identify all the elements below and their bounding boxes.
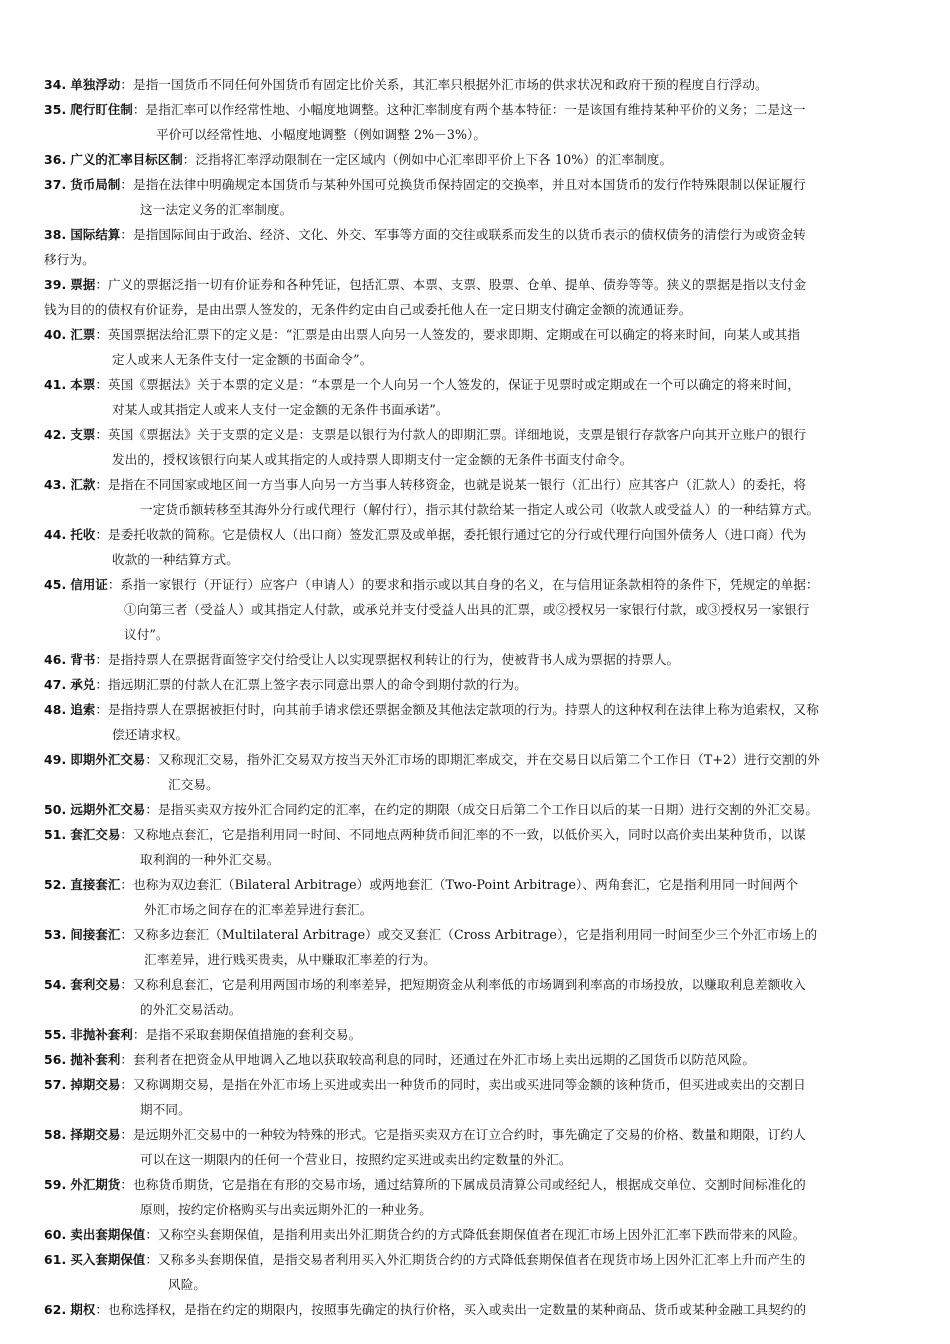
glossary-entry [44,972,916,1022]
glossary-entry [44,572,916,647]
entry-term: 即期外汇交易 [70,752,146,767]
entry-definition-continued: 移行为。 [44,252,95,267]
entry-definition-continued: 议付”。 [124,627,169,642]
entry-number: 57. [44,1077,67,1092]
entry-line [44,447,916,472]
entry-definition-continued: 汇率差异，进行贱买贵卖，从中赚取汇率差的行为。 [144,952,436,967]
entry-definition-continued: ①向第三者（受益人）或其指定人付款，或承兑并支付受益人出具的汇票，或②授权另一家银行付款，或③授权另一家银行 [124,602,810,617]
entry-line [44,1272,916,1297]
entry-line [44,422,916,447]
entry-number: 43. [44,477,67,492]
entry-definition: ：泛指将汇率浮动限制在一定区域内（例如中心汇率即平价上下各 10%）的汇率制度。 [182,152,673,167]
entry-line [44,247,916,272]
entry-definition: ：系指一家银行（开证行）应客户（申请人）的要求和指示或以其自身的名义，在与信用证条款相符的条件下，凭规定的单据： [107,577,819,592]
entry-line [44,847,916,872]
glossary-entry [44,1047,916,1072]
entry-definition: ：又称调期交易，是指在外汇市场上买进或卖出一种货币的同时，卖出或买进同等金额的该种货币，但买进或卖出的交割日 [120,1077,806,1092]
entry-number: 44. [44,527,67,542]
glossary-entry [44,97,916,147]
entry-definition: ：指远期汇票的付款人在汇票上签字表示同意出票人的命令到期付款的行为。 [95,677,527,692]
entry-number: 60. [44,1227,67,1242]
entry-definition: ：又称地点套汇，它是指利用同一时间、不同地点两种货币间汇率的不一致，以低价买入，同时以高价卖出某种货币，以谋 [120,827,806,842]
entry-term: 承兑 [70,677,96,692]
entry-definition-continued: 原则，按约定价格购买与出卖远期外汇的一种业务。 [140,1202,432,1217]
glossary-entry [44,1247,916,1297]
entry-line [44,622,916,647]
entry-definition: ：是指国际间由于政治、经济、文化、外交、军事等方面的交往或联系而发生的以货币表示的债权债务的清偿行为或资金转 [120,227,806,242]
entry-definition-continued: 这一法定义务的汇率制度。 [140,202,293,217]
glossary-entry [44,1122,916,1172]
entry-line [44,747,916,772]
entry-definition: ：是指在法律中明确规定本国货币与某种外国可兑换货币保持固定的交换率，并且对本国货币的发行作特殊限制以保证履行 [120,177,806,192]
entry-term: 掉期交易 [70,1077,121,1092]
entry-line [44,372,916,397]
entry-number: 47. [44,677,67,692]
glossary-entry [44,647,916,672]
entry-definition-continued: 汇交易。 [168,777,219,792]
glossary-entry [44,1222,916,1247]
entry-definition: ：英国票据法给汇票下的定义是：“汇票是由出票人向另一人签发的，要求即期、定期或在可以确定的将来时间，向某人或其指 [95,327,801,342]
entry-definition-continued: 可以在这一期限内的任何一个营业日，按照约定买进或卖出约定数量的外汇。 [140,1152,572,1167]
entry-term: 票据 [70,277,96,292]
entry-number: 50. [44,802,67,817]
entry-line [44,972,916,997]
glossary-entry [44,422,916,472]
entry-line [44,872,916,897]
entry-line [44,1097,916,1122]
entry-line [44,1172,916,1197]
entry-number: 37. [44,177,67,192]
glossary-entry [44,372,916,422]
entry-number: 49. [44,752,67,767]
entry-number: 40. [44,327,67,342]
entry-definition-continued: 发出的，授权该银行向某人或其指定的人或持票人即期支付一定金额的无条件书面支付命令。 [112,452,633,467]
entry-term: 支票 [70,427,96,442]
entry-line [44,197,916,222]
entry-term: 非抛补套利 [70,1027,133,1042]
entry-definition: ：是指持票人在票据背面签字交付给受让人以实现票据权利转让的行为，使被背书人成为票据的持票人。 [95,652,680,667]
entry-definition-continued: 平价可以经常性地、小幅度地调整（例如调整 2%－3%）。 [156,127,487,142]
entry-number: 55. [44,1027,67,1042]
entry-term: 间接套汇 [70,927,121,942]
glossary-entry [44,322,916,372]
entry-term: 本票 [70,377,96,392]
entry-number: 42. [44,427,67,442]
entry-line [44,697,916,722]
entry-term: 套汇交易 [70,827,121,842]
entry-line [44,797,916,822]
entry-number: 35. [44,102,67,117]
entry-term: 卖出套期保值 [70,1227,146,1242]
entry-definition: ：英国《票据法》关于本票的定义是：“本票是一个人向另一个人签发的，保证于见票时或定期或在一个可以确定的将来时间， [95,377,801,392]
entry-term: 国际结算 [70,227,121,242]
entry-definition-continued: 取利润的一种外汇交易。 [140,852,280,867]
entry-line [44,497,916,522]
glossary-entry [44,222,916,272]
entry-term: 广义的汇率目标区制 [70,152,183,167]
entry-definition-continued: 期不同。 [140,1102,191,1117]
entry-line [44,772,916,797]
entry-number: 56. [44,1052,67,1067]
entry-line [44,1072,916,1097]
entry-definition: ：也称选择权，是指在约定的期限内，按照事先确定的执行价格，买入或卖出一定数量的某种商品、货币或某种金融工具契约的 [95,1302,807,1317]
glossary-entry [44,797,916,822]
entry-number: 39. [44,277,67,292]
entry-line [44,322,916,347]
entry-definition: ：是远期外汇交易中的一种较为特殊的形式。它是指买卖双方在订立合约时，事先确定了交易的价格、数量和期限，订约人 [120,1127,806,1142]
entry-line [44,72,916,97]
entry-line [44,897,916,922]
glossary-entry [44,672,916,697]
entry-line [44,172,916,197]
entry-definition-continued: 钱为目的的债权有价证券，是由出票人签发的，无条件约定由自己或委托他人在一定日期支付确定金额的流通证券。 [44,302,692,317]
entry-line [44,272,916,297]
glossary-entry [44,172,916,222]
entry-definition-continued: 一定货币额转移至其海外分行或代理行（解付行），指示其付款给某一指定人或公司（收款人或受益人）的一种结算方式。 [140,502,820,517]
entry-line [44,522,916,547]
entry-number: 41. [44,377,67,392]
entry-term: 直接套汇 [70,877,121,892]
glossary-entry [44,147,916,172]
entry-term: 托收 [70,527,96,542]
entry-number: 53. [44,927,67,942]
entry-line [44,947,916,972]
entry-line [44,122,916,147]
entry-line [44,1197,916,1222]
entry-line [44,722,916,747]
entry-definition: ：英国《票据法》关于支票的定义是：支票是以银行为付款人的即期汇票。详细地说，支票是银行存款客户向其开立账户的银行 [95,427,807,442]
entry-line [44,397,916,422]
entry-line [44,997,916,1022]
entry-number: 52. [44,877,67,892]
entry-line [44,547,916,572]
entry-definition: ：是指一国货币不同任何外国货币有固定比价关系，其汇率只根据外汇市场的供求状况和政府干预的程度自行浮动。 [120,77,768,92]
entry-line [44,647,916,672]
glossary-entry [44,872,916,922]
entry-definition: ：套利者在把资金从甲地调入乙地以获取较高利息的同时，还通过在外汇市场上卖出远期的乙国货币以防范风险。 [120,1052,756,1067]
entry-term: 单独浮动 [70,77,121,92]
entry-line [44,97,916,122]
entry-definition: ：是委托收款的简称。它是债权人（出口商）签发汇票及或单据，委托银行通过它的分行或代理行向国外债务人（进口商）代为 [95,527,807,542]
entry-definition: ：也称为双边套汇（Bilateral Arbitrage）或两地套汇（Two-Point Arbitrage）、两角套汇，它是指利用同一时间两个 [120,877,799,892]
entry-term: 期权 [70,1302,96,1317]
entry-line [44,1147,916,1172]
entry-number: 51. [44,827,67,842]
entry-line [44,672,916,697]
entry-definition: ：又称空头套期保值，是指利用卖出外汇期货合约的方式降低套期保值者在现汇市场上因外汇汇率下跌而带来的风险。 [145,1227,806,1242]
glossary-entry [44,472,916,522]
entry-line [44,222,916,247]
entry-term: 爬行盯住制 [70,102,133,117]
entry-term: 追索 [70,702,96,717]
entry-term: 货币局制 [70,177,121,192]
entry-line [44,347,916,372]
entry-number: 38. [44,227,67,242]
entry-definition: ：又称现汇交易，指外汇交易双方按当天外汇市场的即期汇率成交，并在交易日以后第二个工作日（T+2）进行交割的外 [145,752,820,767]
entry-line [44,597,916,622]
entry-number: 48. [44,702,67,717]
entry-number: 36. [44,152,67,167]
glossary-entry [44,272,916,322]
entry-line [44,147,916,172]
entry-definition: ：又称利息套汇，它是利用两国市场的利率差异，把短期资金从利率低的市场调到利率高的市场投放，以赚取利息差额收入 [120,977,806,992]
glossary-entry [44,72,916,97]
entry-line [44,472,916,497]
entry-line [44,297,916,322]
entry-term: 抛补套利 [70,1052,121,1067]
entry-definition: ：是指买卖双方按外汇合同约定的汇率，在约定的期限（成交日后第二个工作日以后的某一日期）进行交割的外汇交易。 [145,802,819,817]
entry-definition-continued: 偿还请求权。 [112,727,189,742]
entry-term: 套利交易 [70,977,121,992]
entry-definition: ：也称货币期货，它是指在有形的交易市场，通过结算所的下属成员清算公司或经纪人，根据成交单位、交割时间标准化的 [120,1177,806,1192]
glossary-entry [44,1022,916,1047]
glossary-entry [44,522,916,572]
entry-number: 46. [44,652,67,667]
glossary-entry [44,747,916,797]
entry-number: 58. [44,1127,67,1142]
entry-number: 61. [44,1252,67,1267]
glossary-entry [44,1297,916,1322]
entry-term: 汇票 [70,327,96,342]
entry-term: 背书 [70,652,96,667]
entry-number: 45. [44,577,67,592]
entry-term: 择期交易 [70,1127,121,1142]
entry-definition: ：是指不采取套期保值措施的套利交易。 [132,1027,362,1042]
entry-line [44,1297,916,1322]
glossary-entry [44,697,916,747]
entry-definition: ：是指持票人在票据被拒付时，向其前手请求偿还票据金额及其他法定款项的行为。持票人的这种权利在法律上称为追索权，又称 [95,702,819,717]
entry-line [44,572,916,597]
entry-term: 远期外汇交易 [70,802,146,817]
entry-definition: ：又称多边套汇（Multilateral Arbitrage）或交叉套汇（Cross Arbitrage），它是指利用同一时间至少三个外汇市场上的 [120,927,818,942]
entry-definition-continued: 风险。 [168,1277,207,1292]
entry-line [44,1122,916,1147]
glossary-entry [44,1172,916,1222]
entry-definition-continued: 定人或来人无条件支付一定金额的书面命令”。 [112,352,373,367]
entry-number: 54. [44,977,67,992]
entry-number: 62. [44,1302,67,1317]
entry-definition-continued: 收款的一种结算方式。 [112,552,239,567]
entry-term: 外汇期货 [70,1177,121,1192]
entry-line [44,1022,916,1047]
entry-line [44,1047,916,1072]
entry-definition-continued: 外汇市场之间存在的汇率差异进行套汇。 [144,902,373,917]
entry-definition: ：是指汇率可以作经常性地、小幅度地调整。这种汇率制度有两个基本特征：一是该国有维持某种平价的义务；二是这一 [132,102,806,117]
glossary-entry [44,922,916,972]
entry-definition-continued: 的外汇交易活动。 [140,1002,242,1017]
glossary-entry [44,1072,916,1122]
entry-definition: ：广义的票据泛指一切有价证券和各种凭证，包括汇票、本票、支票、股票、仓单、提单、债券等等。狭义的票据是指以支付金 [95,277,807,292]
entry-line [44,1222,916,1247]
glossary-entry [44,822,916,872]
entry-term: 买入套期保值 [70,1252,146,1267]
entry-line [44,1247,916,1272]
entry-term: 汇款 [70,477,96,492]
entry-number: 59. [44,1177,67,1192]
entry-definition-continued: 对某人或其指定人或来人支付一定金额的无条件书面承诺”。 [112,402,449,417]
entry-definition: ：又称多头套期保值，是指交易者利用买入外汇期货合约的方式降低套期保值者在现货市场上因外汇汇率上升而产生的 [145,1252,806,1267]
entry-definition: ：是指在不同国家或地区间一方当事人向另一方当事人转移资金，也就是说某一银行（汇出行）应其客户（汇款人）的委托，将 [95,477,807,492]
entry-term: 信用证 [70,577,108,592]
entry-number: 34. [44,77,67,92]
entry-line [44,922,916,947]
entry-line [44,822,916,847]
